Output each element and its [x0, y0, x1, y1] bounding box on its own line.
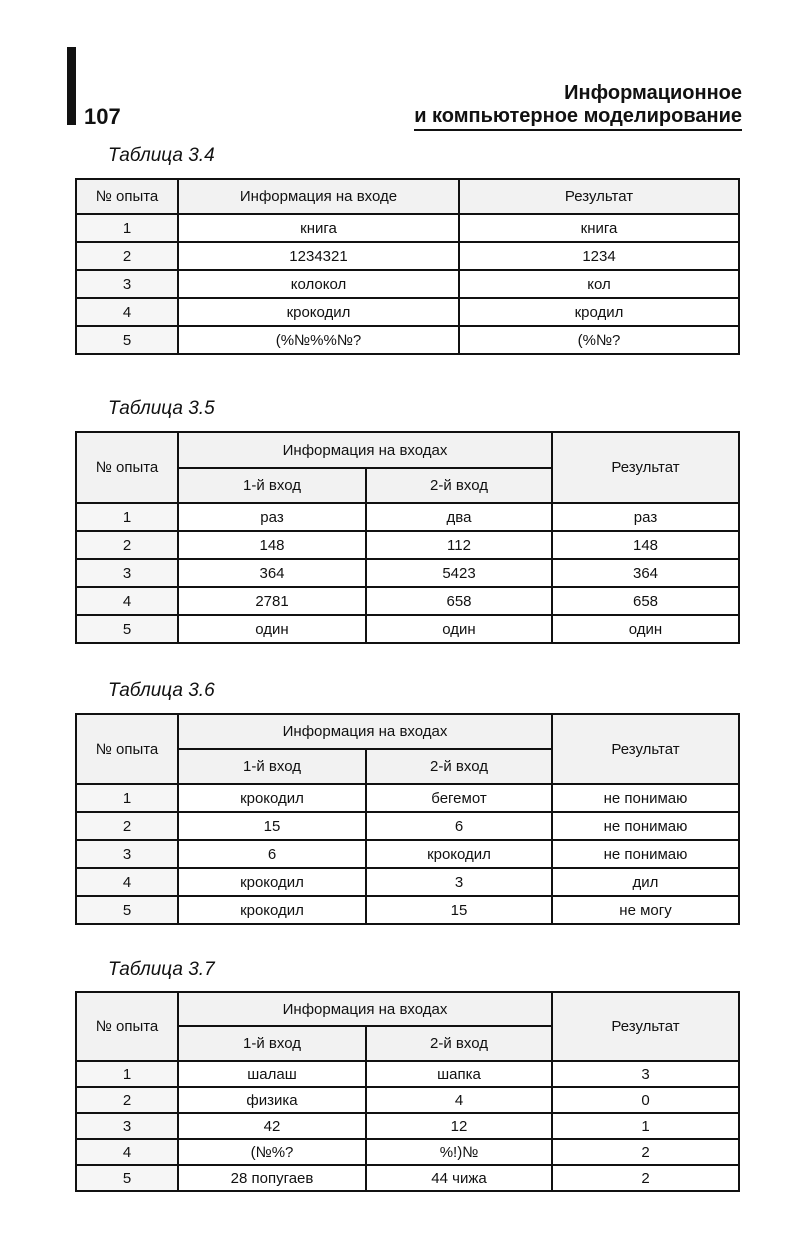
table-row — [76, 503, 739, 531]
table-cell: 0 — [552, 1087, 739, 1113]
table-cell: 5 — [76, 1165, 178, 1191]
table-row — [76, 587, 739, 615]
table-cell: не понимаю — [552, 812, 739, 840]
column-header: № опыта — [76, 179, 178, 214]
column-header: № опыта — [76, 992, 178, 1061]
table-cell: 2 — [76, 531, 178, 559]
table-cell: 6 — [178, 840, 366, 868]
table-cell: 5 — [76, 896, 178, 924]
table-3-5-caption: Таблица 3.5 — [108, 398, 215, 419]
running-head — [414, 82, 742, 131]
table-cell: 2 — [76, 242, 178, 270]
table-cell: 3 — [552, 1061, 739, 1087]
table-cell: 364 — [552, 559, 739, 587]
table-cell: крокодил — [178, 896, 366, 924]
margin-bar — [67, 47, 76, 125]
column-header: Информация на входе — [178, 179, 459, 214]
table-cell: 3 — [76, 270, 178, 298]
table-cell: 1 — [76, 214, 178, 242]
column-group-header: Информация на входах — [178, 992, 552, 1026]
table-cell: книга — [459, 214, 739, 242]
table-cell: 4 — [76, 298, 178, 326]
table-cell: 15 — [366, 896, 552, 924]
table-cell: 3 — [76, 1113, 178, 1139]
table-cell: 3 — [366, 868, 552, 896]
table-row — [76, 1087, 739, 1113]
table-3-7 — [75, 991, 740, 1192]
table-cell: %!)№ — [366, 1139, 552, 1165]
table-cell: один — [552, 615, 739, 643]
table-row — [76, 1165, 739, 1191]
table-3-6 — [75, 713, 740, 925]
table-cell: 4 — [76, 587, 178, 615]
table-row — [76, 559, 739, 587]
table-cell: 4 — [76, 1139, 178, 1165]
table-cell: 5 — [76, 615, 178, 643]
running-head-line-1: Информационное — [564, 82, 742, 104]
column-header: Результат — [552, 992, 739, 1061]
table-cell: колокол — [178, 270, 459, 298]
table-cell: (№%? — [178, 1139, 366, 1165]
column-header: 2-й вход — [366, 468, 552, 503]
table-row — [76, 868, 739, 896]
table-cell: 1234321 — [178, 242, 459, 270]
table-cell: шапка — [366, 1061, 552, 1087]
table-cell: 6 — [366, 812, 552, 840]
table-row — [76, 784, 739, 812]
table-cell: 5 — [76, 326, 178, 354]
table-row — [76, 270, 739, 298]
table-row — [76, 326, 739, 354]
table-cell: один — [178, 615, 366, 643]
column-header: Результат — [552, 714, 739, 784]
table-cell: 1 — [76, 503, 178, 531]
table-cell: один — [366, 615, 552, 643]
table-cell: 42 — [178, 1113, 366, 1139]
table-cell: 28 попугаев — [178, 1165, 366, 1191]
column-header: 1-й вход — [178, 468, 366, 503]
table-cell: раз — [178, 503, 366, 531]
table-cell: не понимаю — [552, 840, 739, 868]
table-cell: крокодил — [366, 840, 552, 868]
table-cell: не понимаю — [552, 784, 739, 812]
table-cell: (%№? — [459, 326, 739, 354]
table-header-row — [76, 432, 739, 468]
column-header: 1-й вход — [178, 1026, 366, 1061]
table-row — [76, 531, 739, 559]
column-header: 2-й вход — [366, 749, 552, 784]
table-row — [76, 812, 739, 840]
table-row — [76, 1139, 739, 1165]
table-row — [76, 896, 739, 924]
running-head-line-2: и компьютерное моделирование — [414, 105, 742, 131]
page-number: 107 — [84, 104, 121, 129]
table-row — [76, 242, 739, 270]
table-cell: 658 — [552, 587, 739, 615]
table-cell: 1 — [552, 1113, 739, 1139]
table-cell: 112 — [366, 531, 552, 559]
table-cell: 12 — [366, 1113, 552, 1139]
table-cell: 4 — [366, 1087, 552, 1113]
table-cell: 658 — [366, 587, 552, 615]
column-header: Результат — [552, 432, 739, 503]
table-cell: книга — [178, 214, 459, 242]
table-cell: 1 — [76, 1061, 178, 1087]
column-header: Результат — [459, 179, 739, 214]
table-cell: крокодил — [178, 868, 366, 896]
table-cell: 148 — [552, 531, 739, 559]
column-header: 1-й вход — [178, 749, 366, 784]
table-3-7-caption: Таблица 3.7 — [108, 959, 215, 980]
table-cell: кродил — [459, 298, 739, 326]
table-cell: дил — [552, 868, 739, 896]
table-cell: 1 — [76, 784, 178, 812]
table-cell: 364 — [178, 559, 366, 587]
table-header-row — [76, 714, 739, 749]
table-cell: 15 — [178, 812, 366, 840]
table-cell: 2 — [76, 812, 178, 840]
table-3-4 — [75, 178, 740, 355]
table-row — [76, 214, 739, 242]
table-cell: 148 — [178, 531, 366, 559]
table-cell: 44 чижа — [366, 1165, 552, 1191]
table-row — [76, 1113, 739, 1139]
table-cell: крокодил — [178, 784, 366, 812]
table-header-row — [76, 992, 739, 1026]
table-row — [76, 298, 739, 326]
table-3-6-caption: Таблица 3.6 — [108, 680, 215, 701]
column-group-header: Информация на входах — [178, 714, 552, 749]
table-cell: (%№%%№? — [178, 326, 459, 354]
table-cell: 1234 — [459, 242, 739, 270]
table-header-row — [76, 179, 739, 214]
column-header: 2-й вход — [366, 1026, 552, 1061]
table-cell: не могу — [552, 896, 739, 924]
table-row — [76, 1061, 739, 1087]
table-cell: 2781 — [178, 587, 366, 615]
table-cell: два — [366, 503, 552, 531]
table-3-4-caption: Таблица 3.4 — [108, 145, 215, 166]
table-cell: 2 — [552, 1165, 739, 1191]
table-cell: 5423 — [366, 559, 552, 587]
table-row — [76, 615, 739, 643]
column-header: № опыта — [76, 432, 178, 503]
table-cell: раз — [552, 503, 739, 531]
column-header: № опыта — [76, 714, 178, 784]
table-cell: 2 — [552, 1139, 739, 1165]
table-cell: 2 — [76, 1087, 178, 1113]
table-cell: 3 — [76, 840, 178, 868]
table-cell: шалаш — [178, 1061, 366, 1087]
table-3-5 — [75, 431, 740, 644]
table-row — [76, 840, 739, 868]
table-cell: крокодил — [178, 298, 459, 326]
table-cell: физика — [178, 1087, 366, 1113]
table-cell: кол — [459, 270, 739, 298]
column-group-header: Информация на входах — [178, 432, 552, 468]
table-cell: 4 — [76, 868, 178, 896]
table-cell: бегемот — [366, 784, 552, 812]
table-cell: 3 — [76, 559, 178, 587]
